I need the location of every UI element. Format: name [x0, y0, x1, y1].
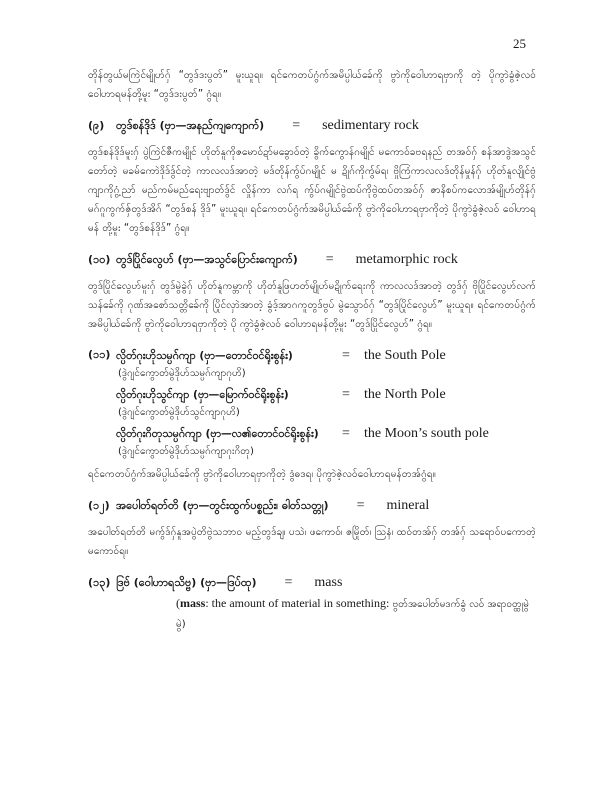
section-12-heading — [88, 498, 536, 515]
mon-term: လ္ပိတ်ဂုးဟိုသမ္ပဂ်ကျာ (ဗှာ—တောင်ဝင်ရိုးစွန်း) — [116, 349, 293, 362]
equals-sign: = — [325, 252, 334, 267]
english-term: mass — [314, 575, 343, 590]
mon-term: အပေါတ်ရတ်တိ (ဗှာ—တွင်းထွက်ပစ္စည်း၊ ဓါတ်သတ္တု) — [116, 499, 329, 512]
section-number: (၉) — [88, 119, 105, 132]
english-term: sedimentary rock — [322, 118, 419, 133]
definition-term: mass — [180, 596, 206, 610]
mass-definition: (mass: the amount of material in something: ဗွတ်အပေါတ်မဒက်ခွံ လဝ် အရာဝတ္ထုမွဲမွဲ) — [176, 596, 529, 630]
mon-term: တွဒ်စန်ဒိုဒ် (ဗှာ—အနည်ကျကျောက်) — [116, 119, 265, 132]
north-pole-entry — [116, 387, 536, 422]
section-13-heading — [88, 575, 536, 592]
paragraph-3: တွဒ်ပြိုင်လွေဟ်မူးဂှ် တွဒ်မွဲခွဲဂှ် ဟိုတ်နူကမ္ဘာကို ဟိုတ်နူဖြပာတ်မျိုဟ်မဍိုက်ရေးကို ကာလလဒ်အာတဲ့ တွဒ်ဂှ် ဗိုပြိုင်လွေဟ်လက်သန်ခ်ေကို ဂုဏ်အစော်သတ္တိခ်ေကို ပြိုင်လှာဲအာတဲ့ ခွံဒ့်အာဂကူတွဒ်ဗွပ် မွဲသွောဝ်ဂှ် “တွဒ်ပြိုင်လွေဟ်” မူးယူရ။ ရင်ကေတပ်ဂွံက်အမိပ္ပါယ်ခ်ေကို ဗွာဲကိုဝေါဟာရဗှာကိုတဲ့ ပို ကွာဲခွံဇဲ့လဝ် ဝေါဟာရမန်တို့မူး “တွဒ်ပြိုင်လွေဟ်” ဂွံရ။ — [88, 281, 536, 330]
equals-sign: = — [342, 426, 350, 441]
paragraph-2: တွဒ်စန်ဒိုဒ်မူးဂှ် ပွဲကြဲင်ဇီကမျိုင် ဟိုတ်နူကိုဇမောဝ်ဍာ်မခွောဝ်တဲ့ ခွိက်ကွောန်ဂမျိုင် မကောဝ်ခဗရနည် တအဝ်ဂှ် စန်အာဒွဲအသွင်တော်တဲ့ မခမ်ကောဲဒိုဒ်ဒွ်င်တဲ့ ကာလလဒ်အာတဲ့ မဒ်တိုန်ကွ်ပ်ဂမျိုင် မ ဍိုဂ်ကိုကွ်မ်ရ၊ ဗှိုကြံကာလလဒ်တိုန်မှုန်ဂှ် ဟိုတ်နူလျိုင်ဗွံကျာကိုဂွံ့ညာ် မည်ကမ်မည်ရေးဗျာတ်ဒွ်င် လှိုန်ကာ လဂ်ရ ကွ်ပ်ဂမျိုင်ဗွဲထပ်ကိုဗွဲထပ်တအဝ်ဂှ် ဇာနိစပ်ကလောအ်မျိုဟ်တိုန်ဂှ် မဂ်ဂူကွက်ဇှ်တွဒ်အိဂ် “တွဒ်စန် ဒိုဒ်” မူးယူရ။ ရင်ကေတပ်ဂွံက်အမိပ္ပါယ်ခ်ေကို ဗွာဲကိုဝေါဟာရဗှာကိုတဲ့ ပိုကွာဲခွံဇဲ့လဝ် ဝေါဟာရမန် တို့မူး “တွဒ်စန်ဒိုဒ်” ဂွံရ။ — [88, 147, 536, 234]
page-body — [88, 66, 536, 634]
english-term: the South Pole — [364, 348, 446, 363]
term-gloss: (ဒွဲဂျင်ကွောတ်မွဲဒိုဟ်သွင်ကျာဂုဟိ) — [118, 407, 240, 418]
south-pole-entry — [116, 348, 536, 383]
english-term: mineral — [386, 498, 430, 513]
equals-sign: = — [284, 575, 293, 590]
mon-term: လ္ပိတ်ဂုးဂိတုသမ္ပဂ်ကျာ (ဗှာ—လ၏တောင်ဝင်ရိုးစွန်း) — [116, 427, 319, 440]
section-11 — [88, 348, 536, 461]
equals-sign: = — [342, 387, 350, 402]
english-term: metamorphic rock — [355, 252, 458, 267]
section-number: (၁၀) — [88, 253, 111, 266]
moon-south-pole-entry — [116, 426, 536, 461]
paragraph-5: အပေါတ်ရတ်တိ မကွ်ဒ်ဂှ်နူအပွဲတိဗွဲသဘာဝ မည့်တွဒ်ချ၊ ပသဲ၊ ဖကောဝ်၊ ဇမြိုတ်၊ သြနံ၊ ထဝ်တအ်ဂှ် တအ်ဂှ် သရောဝ်ပကောတဲ့ မကောဝ်ရ။ — [88, 527, 536, 557]
english-term: the Moon’s south pole — [364, 426, 489, 441]
term-gloss: (ဒွဲဂျင်ကွောတ်မွဲဒိုဟ်သမ္ပဂ်ကျာဂုဟိ) — [118, 368, 246, 379]
section-number: (၁၃) — [88, 576, 111, 589]
mon-term: တွဒ်ပြိုင်လွေဟ် (ဗှာ—အသွင်ပြောင်းကျောက်) — [116, 253, 298, 266]
term-gloss: (ဒွဲဂျင်ကွောတ်မွဲဒိုဟ်သမ္ပဂ်ကျာဂုးဂိတု) — [118, 446, 254, 457]
section-9-heading — [88, 118, 536, 135]
section-number: (၁၂) — [88, 499, 110, 512]
definition-mon-text: ဗွတ်အပေါတ်မဒက်ခွံ လဝ် အရာဝတ္ထုမွဲမွဲ) — [176, 599, 529, 630]
definition-text: : the amount of material in something: — [205, 596, 390, 610]
equals-sign: = — [292, 118, 301, 133]
equals-sign: = — [342, 348, 350, 363]
paragraph-4: ရင်ကေတပ်ဂွံက်အမိပ္ပါယ်ခ်ေကို ဗွာဲကိုဝေါဟာရဗှာကိုတဲ့ ဒွံဓဒရ၊ ပိုကွာဲဇဲ့လဝ်ဝေါဟာရမန်တအ်ဂွံရ။ — [88, 469, 436, 480]
paragraph-1: တိုန်တွယ်မကြဲင်မျိုဟ်ဂှ် “တွဒ်ဒးပွတ်” မူးယူရ။ ရင်ကေတပ်ဂွံက်အမိပ္ပါယ်ခ်ေကို ဗွာဲကိုဝေါဟာရဗှာကို တဲ့ ပိုကွာဲခွံဇဲ့လဝ် ဝေါဟာရမန်တို့မူး “တွဒ်ဒးပွတ်” ဂွံရ။ — [88, 70, 536, 100]
mon-term: လ္ပိတ်ဂုးဟိုသွင်ကျာ (ဗှာ—မြောက်ဝင်ရိုးစွန်း) — [116, 388, 289, 401]
mon-term: ဒြဗ် (ဝေါဟာရသိဗ္ဗ) (ဗှာ—ဒြပ်ထု) — [116, 576, 257, 589]
english-term: the North Pole — [364, 387, 446, 402]
section-number: (၁၁) — [88, 348, 111, 361]
page-number: 25 — [513, 36, 526, 51]
equals-sign: = — [356, 498, 365, 513]
section-10-heading — [88, 252, 536, 269]
